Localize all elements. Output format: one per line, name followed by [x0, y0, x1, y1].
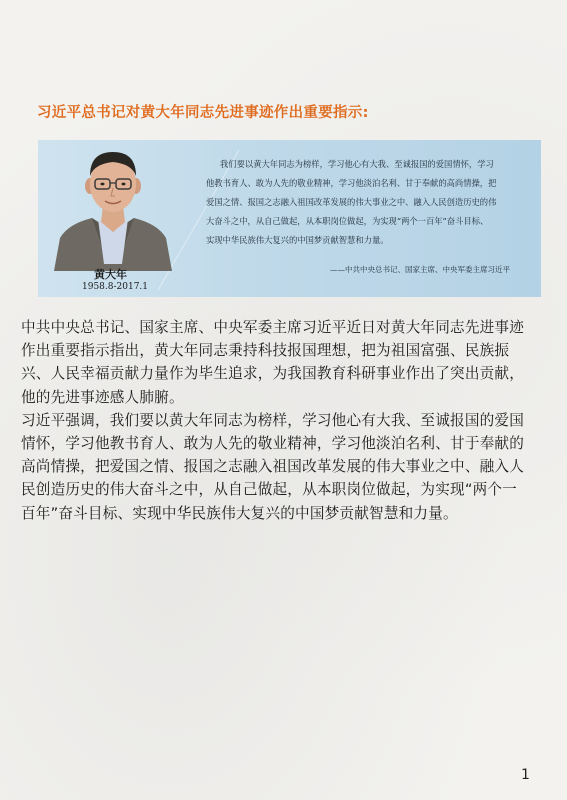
body-line: 作出重要指示指出，黄大年同志秉持科技报国理想，把为祖国富强、民族振 [21, 342, 510, 360]
quote-attribution: ——中共中央总书记、国家主席、中央军委主席习近平 [330, 265, 510, 274]
body-line: 中共中央总书记、国家主席、中央军委主席习近平近日对黄大年同志先进事迹 [21, 319, 524, 336]
quote-line: 实现中华民族伟大复兴的中国梦贡献智慧和力量。 [206, 235, 389, 245]
section-heading: 习近平总书记对黄大年同志先进事迹作出重要指示: [37, 105, 369, 121]
body-line: 习近平强调，我们要以黄大年同志为榜样，学习他心有大我、至诚报国的爱国 [21, 411, 524, 429]
body-line: 他的先进事迹感人肺腑。 [21, 388, 184, 406]
body-text [21, 316, 546, 525]
person-name: 黄大年 [94, 268, 127, 281]
body-line: 民创造历史的伟大奋斗之中，从自己做起，从本职岗位做起，为实现“两个一 [21, 481, 517, 499]
portrait-image [48, 146, 178, 271]
quote-line: 爱国之情、报国之志融入祖国改革发展的伟大事业之中、融入人民创造历史的伟 [206, 197, 497, 207]
quote-line: 大奋斗之中，从自己做起，从本职岗位做起，为实现“两个一百年”奋斗目标、 [206, 216, 489, 226]
body-line: 情怀，学习他教书育人、敢为人先的敬业精神，学习他淡泊名利、甘于奉献的 [21, 435, 524, 453]
person-dates: 1958.8-2017.1 [82, 282, 149, 292]
quote-text [206, 155, 536, 250]
quote-line: 他教书育人、敢为人先的敬业精神，学习他淡泊名利、甘于奉献的高尚情操，把 [206, 178, 497, 188]
body-line: 百年”奋斗目标、实现中华民族伟大复兴的中国梦贡献智慧和力量。 [21, 504, 458, 522]
page-number: 1 [521, 767, 530, 783]
body-line: 兴、人民幸福贡献力量作为毕生追求，为我国教育科研事业作出了突出贡献， [21, 365, 524, 383]
body-line: 高尚情操，把爱国之情、报国之志融入祖国改革发展的伟大事业之中、融入人 [21, 458, 524, 476]
quote-line: 我们要以黄大年同志为榜样，学习他心有大我、至诚报国的爱国情怀，学习 [220, 159, 494, 169]
quote-banner [38, 140, 541, 297]
